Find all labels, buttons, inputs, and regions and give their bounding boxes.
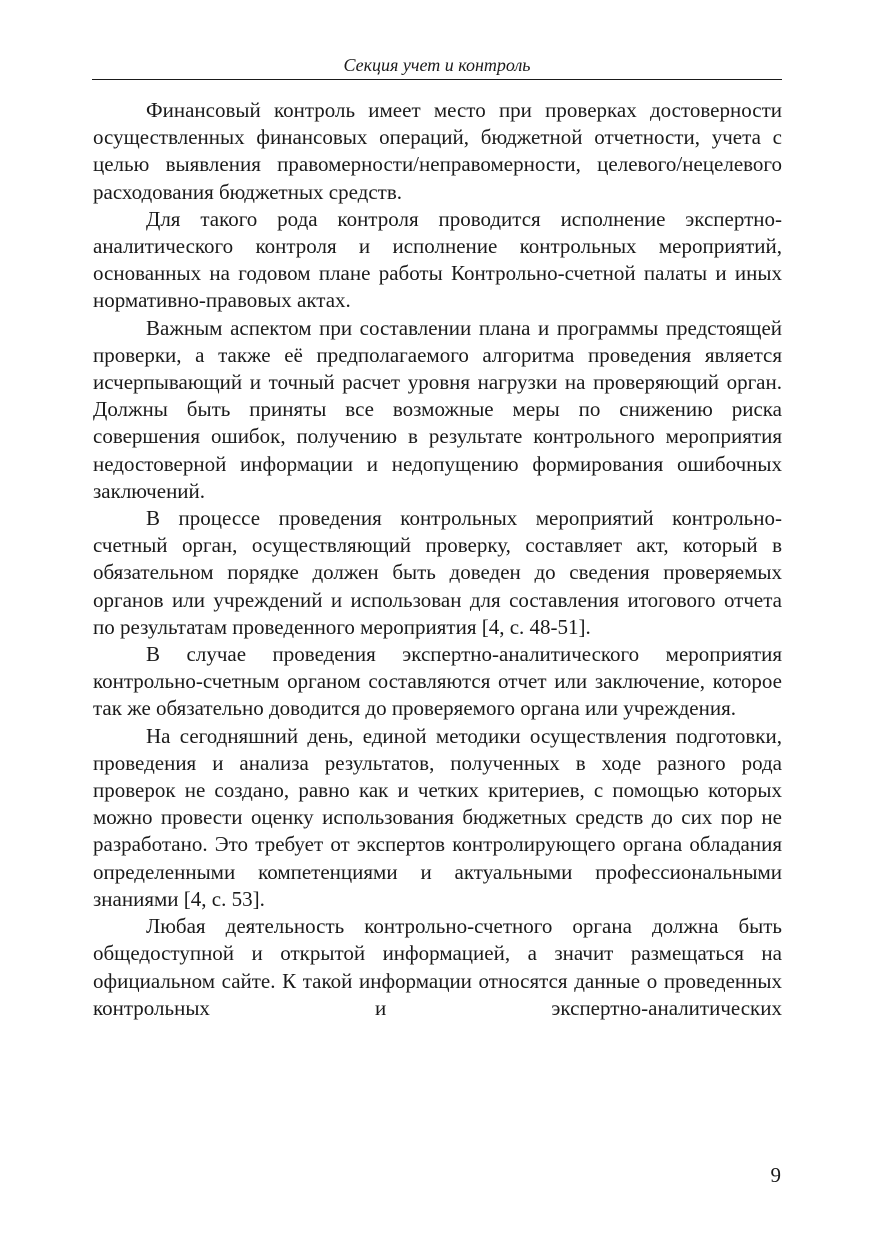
paragraph-audit-planning: Важным аспектом при составлении плана и программы предстоящей проверки, а также её предполагаемого алгоритма проведения является исчерпывающий и точный расчет уровня нагрузки на проверяющий орган. Должны быть приняты все возможные меры по снижению риска совершения ошибок, получению в результате контрольного мероприятия недостоверной информации и недопущению формирования ошибочных заключений.	[93, 315, 782, 503]
paragraph-public-information: Любая деятельность контрольно-счетного органа должна быть общедоступной и открытой информацией, а значит размещаться на официальном сайте. К такой информации относятся данные о проведенных контрольных и экспертно-аналитических	[93, 914, 782, 1020]
paragraph-control-type: Для такого рода контроля проводится исполнение экспертно-аналитического контроля и исполнение контрольных мероприятий, основанных на годовом плане работы Контрольно-счетной палаты и иных нормативно-правовых актах.	[93, 206, 782, 313]
paragraph-financial-control: Финансовый контроль имеет место при проверках достоверности осуществленных финансовых операций, бюджетной отчетности, учета с целью выявления правомерности/неправомерности, целевого/нецелевого расходования бюджетных средств.	[93, 98, 782, 204]
paragraph-methodology: На сегодняшний день, единой методики осуществления подготовки, проведения и анализа результатов, полученных в ходе разного рода проверок не создано, равно как и четких критериев, с помощью которых можно провести оценку использования бюджетных средств до сих пор не разработано. Это требует от экспертов контролирующего органа обладания определенными компетенциями и актуальными профессиональными знаниями [4, с. 53].	[93, 723, 782, 911]
paragraph-audit-act: В процессе проведения контрольных мероприятий контрольно-счетный орган, осуществляющий проверку, составляет акт, который в обязательном порядке должен быть доведен до сведения проверяемых органов или учреждений и использован для составления итогового отчета по результатам проведенного мероприятия [4, с. 48-51].	[93, 506, 782, 639]
paragraph-expert-analytical: В случае проведения экспертно-аналитического мероприятия контрольно-счетным органом составляются отчет или заключение, которое так же обязательно доводится до проверяемого органа или учреждения.	[93, 642, 782, 721]
page-number: 9	[770, 1163, 781, 1187]
main-text	[93, 97, 782, 1022]
running-header: Секция учет и контроль	[343, 55, 531, 75]
header-rule	[92, 79, 782, 80]
